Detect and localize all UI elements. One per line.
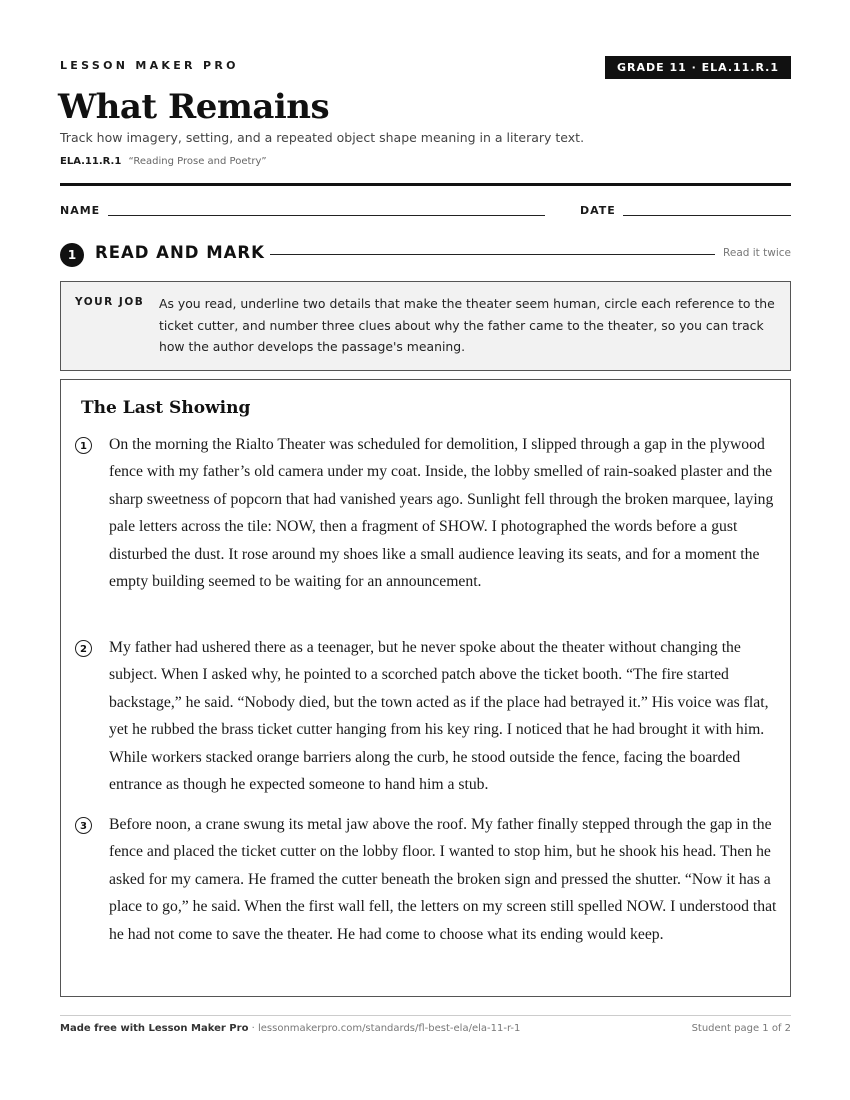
section-number-badge: 1 [60, 243, 84, 267]
header-row [60, 56, 791, 80]
worksheet-title: What Remains [58, 87, 330, 127]
your-job-instructions: As you read, underline two details that make the theater seem human, circle each reference to the ticket cutter, and number three clues about why the father came to the theater, so you can track how the author develops the passage's meaning. [159, 296, 775, 354]
section-title: READ AND MARK [95, 243, 265, 262]
section-rule [270, 254, 715, 255]
paragraph-text: My father had ushered there as a teenager, but he never spoke about the theater without changing the subject. When I asked why, he pointed to a scorched patch above the ticket booth. “The fire started backstage,” he said. “Nobody died, but the town acted as if the place had betrayed it.” His voice was flat, yet he rubbed the brass ticket cutter hanging from his key ring. I noticed that he had brought it with him. While workers stacked orange barriers along the curb, he stood outside the fence, facing the boarded entrance as though he expected someone to hand him a stub. [109, 639, 769, 794]
footer-divider [60, 1015, 791, 1016]
your-job-box [60, 281, 791, 371]
passage-title: The Last Showing [81, 398, 251, 418]
date-label: DATE [580, 204, 616, 217]
section-note: Read it twice [723, 247, 791, 259]
brand-name: LESSON MAKER PRO [60, 59, 239, 72]
page-indicator: Student page 1 of 2 [691, 1023, 791, 1034]
your-job-label: YOUR JOB [75, 296, 145, 308]
name-date-row [60, 203, 791, 219]
worksheet-page [60, 0, 791, 1100]
standard-name: “Reading Prose and Poetry” [128, 156, 267, 167]
footer-brand: Made free with Lesson Maker Pro [60, 1023, 249, 1034]
passage-box [60, 379, 791, 997]
footer-credit [60, 1023, 520, 1034]
paragraph-text: On the morning the Rialto Theater was scheduled for demolition, I slipped through a gap in the plywood fence with my father’s old camera under my coat. Inside, the lobby smelled of rain-soaked plaster and the sharp sweetness of popcorn that had vanished years ago. Sunlight fell through the broken marquee, laying pale letters across the tile: NOW, then a fragment of SHOW. I photographed the words before a gust disturbed the dust. It rose around my shoes like a small audience leaving its seats, and for a moment the empty building seemed to be waiting for an announcement. [109, 436, 774, 591]
name-field[interactable] [108, 215, 545, 216]
grade-badge: GRADE 11 · ELA.11.R.1 [605, 56, 791, 79]
paragraph-number: 3 [75, 817, 92, 834]
date-field[interactable] [623, 215, 791, 216]
paragraph-text: Before noon, a crane swung its metal jaw above the roof. My father finally stepped through the gap in the fence and placed the ticket cutter on the lobby floor. I wanted to stop him, but he shook his head. Then he asked for my camera. He framed the cutter beneath the broken sign and pressed the shutter. “Now it has a place to go,” he said. When the first wall fell, the letters on my screen still spelled NOW. I understood that he had not come to save the theater. He had come to choose what its ending would keep. [109, 816, 777, 943]
paragraph-number: 2 [75, 640, 92, 657]
standard-line [60, 156, 267, 167]
footer-url[interactable]: · lessonmakerpro.com/standards/fl-best-ela/ela-11-r-1 [248, 1023, 521, 1034]
standard-code: ELA.11.R.1 [60, 156, 122, 167]
section-header-read-and-mark [60, 242, 791, 268]
worksheet-subtitle: Track how imagery, setting, and a repeated object shape meaning in a literary text. [60, 130, 585, 145]
header-divider [60, 183, 791, 186]
name-label: NAME [60, 204, 101, 217]
paragraph-number: 1 [75, 437, 92, 454]
